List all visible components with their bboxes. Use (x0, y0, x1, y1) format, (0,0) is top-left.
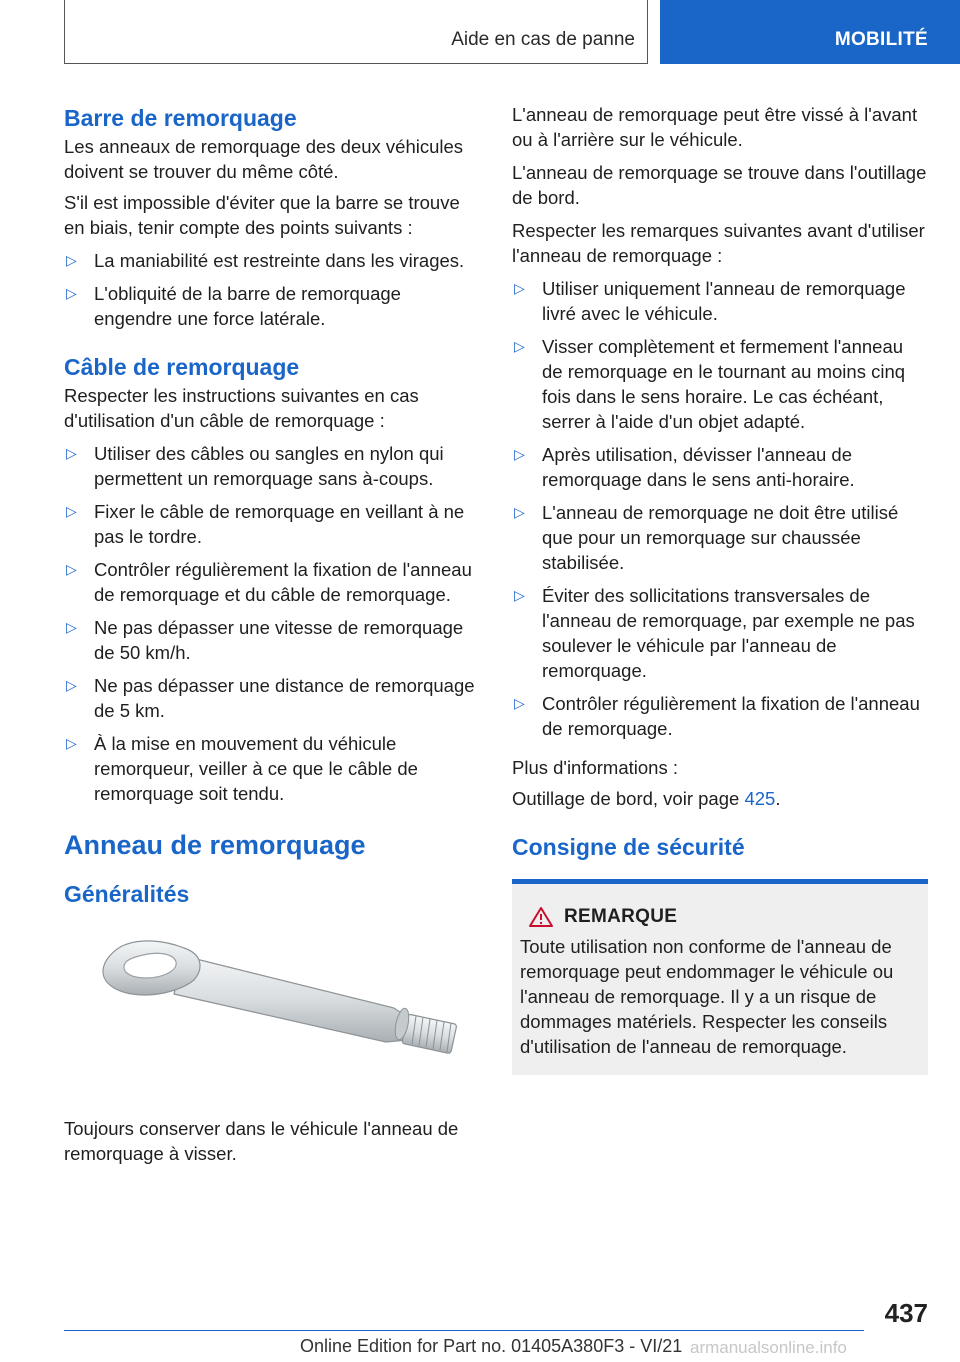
anneau-list (512, 276, 928, 741)
warning-triangle-icon (528, 906, 554, 928)
header-chapter-title: MOBILITÉ (834, 29, 928, 50)
list-item: ▷ La maniabilité est restreinte dans les virages. (66, 250, 465, 271)
triangle-bullet-icon: ▷ (66, 561, 77, 577)
heading-consigne: Consigne de sécurité (512, 834, 745, 860)
list-item: ▷ Contrôler régulièrement la fixation de l'anneau de remorquage et du câble de remorquage. (66, 559, 472, 605)
notice-title: REMARQUE (564, 906, 678, 927)
right-paragraph-3: Respecter les remarques suivantes avant d'utiliser l'anneau de remorquage : (512, 220, 925, 266)
page-number: 437 (884, 1298, 928, 1328)
triangle-bullet-icon: ▷ (66, 503, 77, 519)
tow-eye-figure (64, 916, 478, 1116)
triangle-bullet-icon: ▷ (66, 252, 77, 268)
notice-box (512, 879, 928, 1075)
list-item: ▷ Ne pas dépasser une vitesse de remorquage de 50 km/h. (66, 617, 464, 663)
triangle-bullet-icon: ▷ (66, 445, 77, 461)
header-section-title: Aide en cas de panne (451, 29, 635, 50)
list-item: ▷ L'anneau de remorquage ne doit être utilisé que pour un remorquage sur chaussée stabilisée. (514, 502, 899, 573)
barre-list (64, 248, 478, 331)
triangle-bullet-icon: ▷ (514, 504, 525, 520)
list-item: ▷ Visser complètement et fermement l'anneau de remorquage en le tournant au moins cinq fois dans le sens horaire. Le cas échéant, serrer à l'aide d'un objet adapté. (514, 336, 906, 432)
footer-watermark: armanualsonline.info (690, 1338, 847, 1357)
triangle-bullet-icon: ▷ (514, 446, 525, 462)
list-item: ▷ Ne pas dépasser une distance de remorquage de 5 km. (66, 675, 475, 721)
triangle-bullet-icon: ▷ (514, 695, 525, 711)
triangle-bullet-icon: ▷ (66, 619, 77, 635)
triangle-bullet-icon: ▷ (514, 280, 525, 296)
triangle-bullet-icon: ▷ (66, 677, 77, 693)
notice-body: Toute utilisation non conforme de l'anneau de remorquage peut endommager le véhicule ou l'anneau de remorquage. Il y a un risque de dommages matériels. Respecter les conseils d'utilisation de l'anneau de remorquage. (520, 936, 894, 1057)
after-image-paragraph: Toujours conserver dans le véhicule l'anneau de remorquage à visser. (64, 1118, 459, 1164)
list-item: ▷ Contrôler régulièrement la fixation de l'anneau de remorquage. (514, 693, 920, 739)
header-section-box (64, 0, 648, 64)
list-item: ▷ Après utilisation, dévisser l'anneau de remorquage dans le sens anti-horaire. (514, 444, 855, 490)
left-column (64, 102, 478, 1166)
heading-cable: Câble de remorquage (64, 354, 300, 380)
triangle-bullet-icon: ▷ (66, 285, 77, 301)
tow-eye-illustration (64, 916, 478, 1116)
cable-list (64, 441, 478, 806)
triangle-bullet-icon: ▷ (514, 338, 525, 354)
footer-edition: Online Edition for Part no. 01405A380F3 - VI/21 (300, 1336, 683, 1356)
cable-paragraph-1: Respecter les instructions suivantes en cas d'utilisation d'un câble de remorquage : (64, 385, 419, 431)
more-info-label: Plus d'informations : (512, 757, 678, 778)
page-reference-link[interactable]: 425 (744, 788, 776, 809)
list-item: ▷ Utiliser uniquement l'anneau de remorquage livré avec le véhicule. (514, 278, 906, 324)
header-chapter-tab[interactable] (660, 0, 960, 64)
list-item: ▷ Fixer le câble de remorquage en veillant à ne pas le tordre. (66, 501, 465, 547)
heading-anneau: Anneau de remorquage (64, 830, 366, 860)
list-item: ▷ Éviter des sollicitations transversales de l'anneau de remorquage, par exemple ne pas soulever le véhicule par l'anneau de remorquage. (514, 585, 915, 681)
notice-header (528, 906, 920, 928)
right-paragraph-2: L'anneau de remorquage se trouve dans l'outillage de bord. (512, 162, 927, 208)
barre-paragraph-1: Les anneaux de remorquage des deux véhicules doivent se trouver du même côté. (64, 136, 464, 182)
page-reference: Outillage de bord, voir page 425. (512, 788, 781, 809)
list-item: ▷ À la mise en mouvement du véhicule remorqueur, veiller à ce que le câble de remorquage soit tendu. (66, 733, 418, 804)
triangle-bullet-icon: ▷ (66, 735, 77, 751)
barre-paragraph-2: S'il est impossible d'éviter que la barre se trouve en biais, tenir compte des points suivants : (64, 192, 460, 238)
triangle-bullet-icon: ▷ (514, 587, 525, 603)
list-item: ▷ Utiliser des câbles ou sangles en nylon qui permettent un remorquage sans à-coups. (66, 443, 444, 489)
right-column (512, 102, 928, 1075)
right-paragraph-1: L'anneau de remorquage peut être vissé à l'avant ou à l'arrière sur le véhicule. (512, 104, 918, 150)
heading-barre: Barre de remorquage (64, 105, 297, 131)
heading-generalites: Généralités (64, 881, 190, 907)
footer-divider (64, 1330, 864, 1331)
list-item: ▷ L'obliquité de la barre de remorquage engendre une force latérale. (66, 283, 401, 329)
